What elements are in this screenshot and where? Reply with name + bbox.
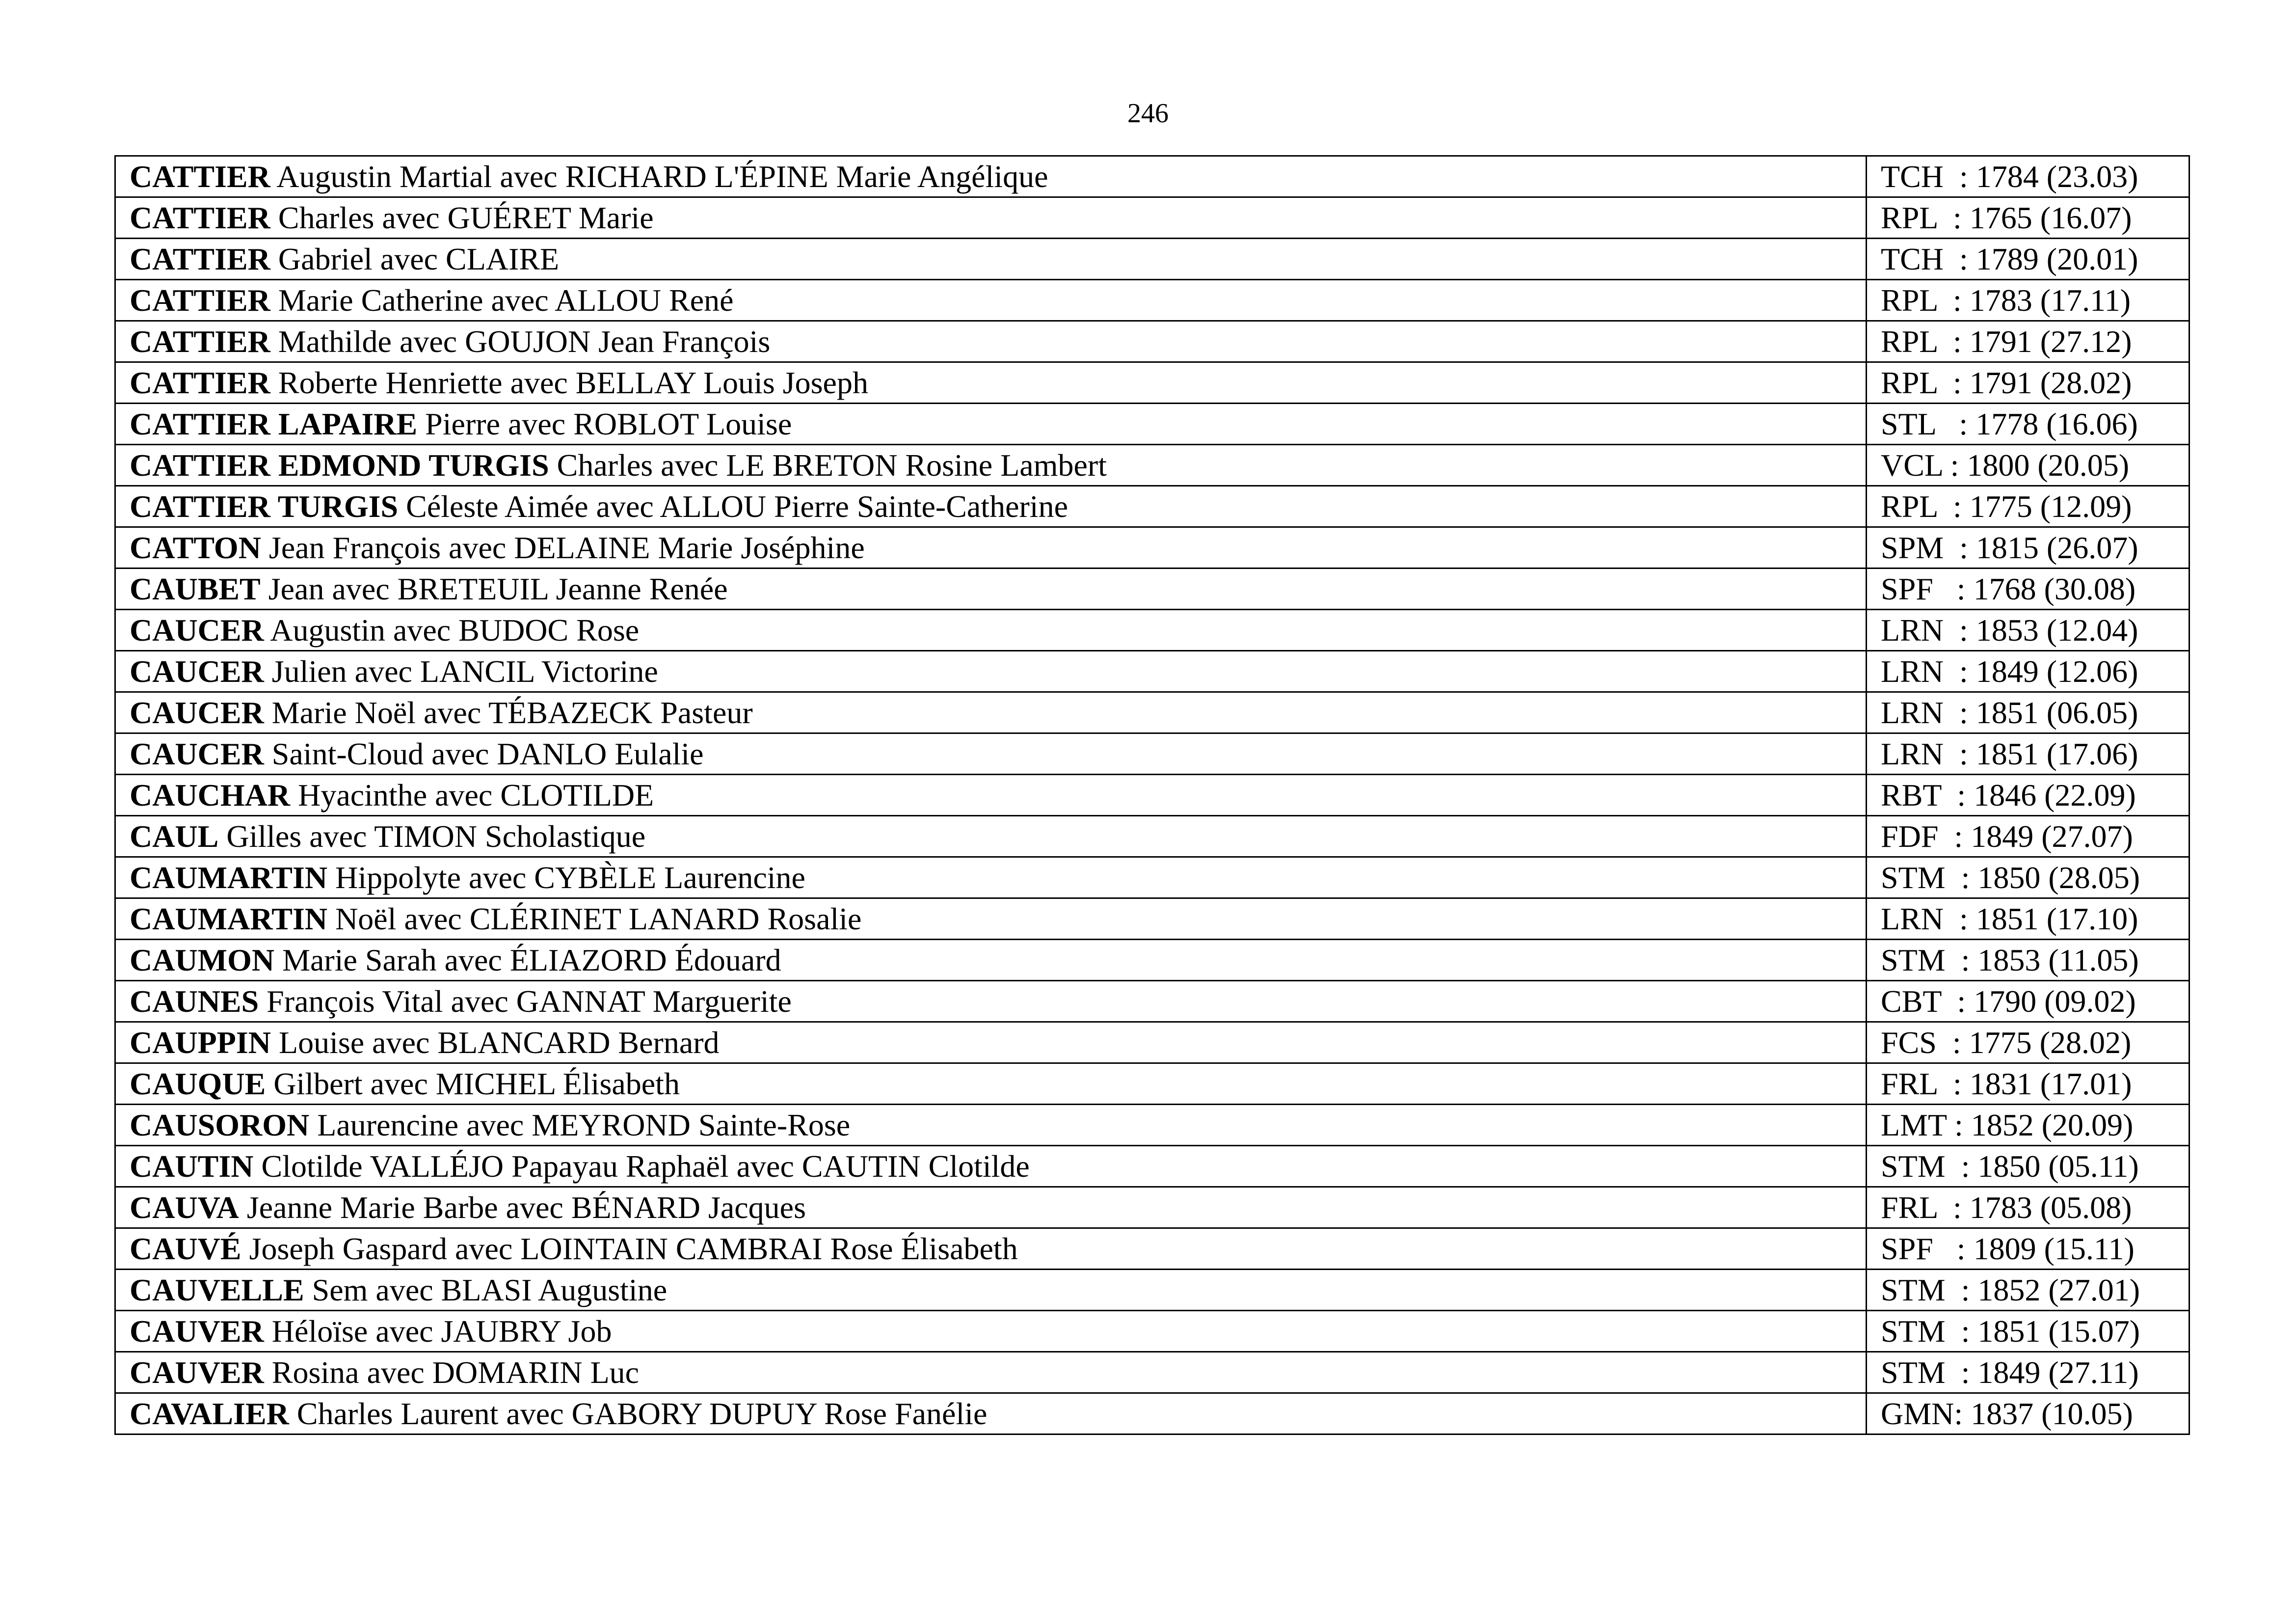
parish-date-reference: RPL : 1765 (16.07) [1881, 200, 2132, 235]
names-detail: Gilles avec TIMON Scholastique [226, 819, 646, 854]
names-cell [115, 404, 1867, 445]
table-row [115, 239, 2189, 280]
surname: CAUQUE [130, 1066, 266, 1101]
names-detail: Rosina avec DOMARIN Luc [271, 1355, 640, 1390]
surname: CAUCER [130, 654, 264, 689]
names-detail: Charles Laurent avec GABORY DUPUY Rose Fanélie [296, 1396, 988, 1431]
reference-cell [1867, 981, 2189, 1022]
reference-cell [1867, 1228, 2189, 1270]
table-row [115, 651, 2189, 692]
surname: CAUTIN [130, 1149, 254, 1184]
parish-date-reference: RPL : 1775 (12.09) [1881, 489, 2132, 524]
reference-cell [1867, 1105, 2189, 1146]
table-row [115, 1105, 2189, 1146]
names-detail: Joseph Gaspard avec LOINTAIN CAMBRAI Rose Élisabeth [249, 1231, 1018, 1266]
names-detail: Julien avec LANCIL Victorine [271, 654, 658, 689]
reference-cell [1867, 610, 2189, 651]
names-cell [115, 898, 1867, 940]
names-detail: Jean François avec DELAINE Marie Joséphine [268, 530, 865, 565]
names-cell [115, 1105, 1867, 1146]
names-detail: Marie Noël avec TÉBAZECK Pasteur [271, 695, 753, 730]
surname: CATTIER EDMOND TURGIS [130, 448, 549, 483]
surname: CATTIER [130, 365, 270, 400]
names-cell [115, 1063, 1867, 1105]
parish-date-reference: SPF : 1809 (15.11) [1881, 1231, 2135, 1266]
table-row [115, 857, 2189, 898]
reference-cell [1867, 733, 2189, 775]
reference-cell [1867, 1187, 2189, 1228]
parish-date-reference: LRN : 1849 (12.06) [1881, 654, 2138, 689]
parish-date-reference: LRN : 1853 (12.04) [1881, 613, 2138, 648]
reference-cell [1867, 445, 2189, 486]
parish-date-reference: FCS : 1775 (28.02) [1881, 1025, 2132, 1060]
names-cell [115, 940, 1867, 981]
table-row [115, 1022, 2189, 1063]
names-detail: Louise avec BLANCARD Bernard [278, 1025, 720, 1060]
surname: CATTON [130, 530, 261, 565]
reference-cell [1867, 1146, 2189, 1187]
parish-date-reference: RPL : 1791 (27.12) [1881, 324, 2132, 359]
reference-cell [1867, 362, 2189, 404]
names-detail: Gabriel avec CLAIRE [278, 242, 560, 276]
table-row [115, 898, 2189, 940]
parish-date-reference: TCH : 1789 (20.01) [1881, 242, 2138, 276]
reference-cell [1867, 568, 2189, 610]
table-row [115, 445, 2189, 486]
surname: CAUCHAR [130, 778, 291, 812]
page-number: 246 [1127, 98, 1169, 129]
names-cell [115, 568, 1867, 610]
table-row [115, 156, 2189, 197]
parish-date-reference: SPM : 1815 (26.07) [1881, 530, 2138, 565]
parish-date-reference: RBT : 1846 (22.09) [1881, 778, 2136, 812]
surname: CAUCER [130, 736, 264, 771]
names-detail: Clotilde VALLÉJO Papayau Raphaël avec CAUTIN Clotilde [261, 1149, 1030, 1184]
reference-cell [1867, 898, 2189, 940]
names-detail: François Vital avec GANNAT Marguerite [267, 984, 792, 1019]
surname: CATTIER [130, 242, 270, 276]
names-detail: Mathilde avec GOUJON Jean François [278, 324, 771, 359]
parish-date-reference: STM : 1849 (27.11) [1881, 1355, 2139, 1390]
names-cell [115, 1022, 1867, 1063]
parish-date-reference: STL : 1778 (16.06) [1881, 406, 2138, 441]
surname: CAUCER [130, 695, 264, 730]
names-detail: Sem avec BLASI Augustine [312, 1272, 667, 1307]
reference-cell [1867, 1022, 2189, 1063]
table-row [115, 404, 2189, 445]
reference-cell [1867, 651, 2189, 692]
names-detail: Augustin Martial avec RICHARD L'ÉPINE Marie Angélique [276, 159, 1048, 194]
reference-cell [1867, 404, 2189, 445]
names-detail: Marie Catherine avec ALLOU René [278, 283, 734, 318]
parish-date-reference: STM : 1853 (11.05) [1881, 943, 2139, 977]
reference-cell [1867, 1270, 2189, 1311]
parish-date-reference: STM : 1851 (15.07) [1881, 1314, 2140, 1349]
reference-cell [1867, 486, 2189, 527]
parish-date-reference: STM : 1850 (05.11) [1881, 1149, 2139, 1184]
table-row [115, 321, 2189, 362]
surname: CAUPPIN [130, 1025, 271, 1060]
names-detail: Augustin avec BUDOC Rose [270, 613, 640, 648]
names-cell [115, 1352, 1867, 1393]
parish-date-reference: STM : 1852 (27.01) [1881, 1272, 2140, 1307]
reference-cell [1867, 692, 2189, 733]
reference-cell [1867, 1063, 2189, 1105]
parish-date-reference: TCH : 1784 (23.03) [1881, 159, 2138, 194]
reference-cell [1867, 280, 2189, 321]
names-cell [115, 733, 1867, 775]
names-detail: Céleste Aimée avec ALLOU Pierre Sainte-Catherine [406, 489, 1068, 524]
surname: CATTIER [130, 200, 270, 235]
parish-date-reference: CBT : 1790 (09.02) [1881, 984, 2136, 1019]
surname: CAUVER [130, 1355, 264, 1390]
names-cell [115, 651, 1867, 692]
surname: CAUVÉ [130, 1231, 241, 1266]
surname: CAUL [130, 819, 219, 854]
names-cell [115, 857, 1867, 898]
table-row [115, 1311, 2189, 1352]
names-detail: Charles avec GUÉRET Marie [278, 200, 654, 235]
table-row [115, 610, 2189, 651]
table-row [115, 486, 2189, 527]
names-cell [115, 445, 1867, 486]
surname: CAUMARTIN [130, 860, 328, 895]
names-cell [115, 362, 1867, 404]
reference-cell [1867, 239, 2189, 280]
table-row [115, 1187, 2189, 1228]
surname: CAUVER [130, 1314, 264, 1349]
table-row [115, 733, 2189, 775]
names-cell [115, 280, 1867, 321]
parish-date-reference: STM : 1850 (28.05) [1881, 860, 2140, 895]
names-detail: Héloïse avec JAUBRY Job [271, 1314, 612, 1349]
table-row [115, 527, 2189, 568]
surname: CATTIER [130, 283, 270, 318]
names-cell [115, 1270, 1867, 1311]
names-cell [115, 610, 1867, 651]
reference-cell [1867, 527, 2189, 568]
names-detail: Laurencine avec MEYROND Sainte-Rose [317, 1108, 851, 1142]
table-row [115, 1270, 2189, 1311]
parish-date-reference: RPL : 1783 (17.11) [1881, 283, 2131, 318]
table-row [115, 362, 2189, 404]
surname: CAUMON [130, 943, 275, 977]
parish-date-reference: FRL : 1783 (05.08) [1881, 1190, 2132, 1225]
marriage-records-table [114, 155, 2190, 1435]
table-row [115, 940, 2189, 981]
records-body [115, 156, 2189, 1434]
reference-cell [1867, 1311, 2189, 1352]
table-row [115, 775, 2189, 816]
names-detail: Saint-Cloud avec DANLO Eulalie [271, 736, 704, 771]
names-detail: Hippolyte avec CYBÈLE Laurencine [335, 860, 805, 895]
surname: CAUCER [130, 613, 264, 648]
names-cell [115, 1187, 1867, 1228]
table-row [115, 1352, 2189, 1393]
names-detail: Charles avec LE BRETON Rosine Lambert [557, 448, 1107, 483]
names-cell [115, 981, 1867, 1022]
table-row [115, 1063, 2189, 1105]
parish-date-reference: FDF : 1849 (27.07) [1881, 819, 2133, 854]
names-cell [115, 197, 1867, 239]
names-cell [115, 239, 1867, 280]
surname: CATTIER [130, 324, 270, 359]
names-detail: Pierre avec ROBLOT Louise [425, 406, 792, 441]
names-cell [115, 816, 1867, 857]
names-cell [115, 527, 1867, 568]
names-detail: Jeanne Marie Barbe avec BÉNARD Jacques [246, 1190, 806, 1225]
names-cell [115, 1311, 1867, 1352]
surname: CAUNES [130, 984, 259, 1019]
table-row [115, 280, 2189, 321]
names-cell [115, 156, 1867, 197]
names-detail: Marie Sarah avec ÉLIAZORD Édouard [282, 943, 781, 977]
names-cell [115, 692, 1867, 733]
reference-cell [1867, 1352, 2189, 1393]
surname: CAUBET [130, 571, 261, 606]
names-detail: Gilbert avec MICHEL Élisabeth [273, 1066, 680, 1101]
table-row [115, 1146, 2189, 1187]
reference-cell [1867, 156, 2189, 197]
parish-date-reference: LRN : 1851 (17.10) [1881, 901, 2138, 936]
names-detail: Hyacinthe avec CLOTILDE [298, 778, 654, 812]
parish-date-reference: VCL : 1800 (20.05) [1881, 448, 2130, 483]
names-cell [115, 775, 1867, 816]
surname: CAUVA [130, 1190, 239, 1225]
reference-cell [1867, 1393, 2189, 1434]
surname: CAVALIER [130, 1396, 289, 1431]
table-row [115, 816, 2189, 857]
names-cell [115, 1228, 1867, 1270]
surname: CAUMARTIN [130, 901, 328, 936]
surname: CATTIER LAPAIRE [130, 406, 418, 441]
table-row [115, 568, 2189, 610]
surname: CAUSORON [130, 1108, 310, 1142]
table-row [115, 981, 2189, 1022]
parish-date-reference: SPF : 1768 (30.08) [1881, 571, 2136, 606]
names-detail: Jean avec BRETEUIL Jeanne Renée [268, 571, 728, 606]
parish-date-reference: LRN : 1851 (06.05) [1881, 695, 2138, 730]
names-cell [115, 1393, 1867, 1434]
table-row [115, 1228, 2189, 1270]
reference-cell [1867, 857, 2189, 898]
parish-date-reference: GMN: 1837 (10.05) [1881, 1396, 2133, 1431]
parish-date-reference: RPL : 1791 (28.02) [1881, 365, 2132, 400]
parish-date-reference: LMT : 1852 (20.09) [1881, 1108, 2134, 1142]
surname: CAUVELLE [130, 1272, 304, 1307]
names-cell [115, 1146, 1867, 1187]
names-cell [115, 486, 1867, 527]
names-detail: Roberte Henriette avec BELLAY Louis Joseph [278, 365, 868, 400]
table-row [115, 692, 2189, 733]
reference-cell [1867, 816, 2189, 857]
names-cell [115, 321, 1867, 362]
reference-cell [1867, 321, 2189, 362]
reference-cell [1867, 940, 2189, 981]
parish-date-reference: LRN : 1851 (17.06) [1881, 736, 2138, 771]
names-detail: Noël avec CLÉRINET LANARD Rosalie [335, 901, 862, 936]
reference-cell [1867, 197, 2189, 239]
table-row [115, 197, 2189, 239]
surname: CATTIER TURGIS [130, 489, 399, 524]
parish-date-reference: FRL : 1831 (17.01) [1881, 1066, 2132, 1101]
table-row [115, 1393, 2189, 1434]
surname: CATTIER [130, 159, 270, 194]
reference-cell [1867, 775, 2189, 816]
